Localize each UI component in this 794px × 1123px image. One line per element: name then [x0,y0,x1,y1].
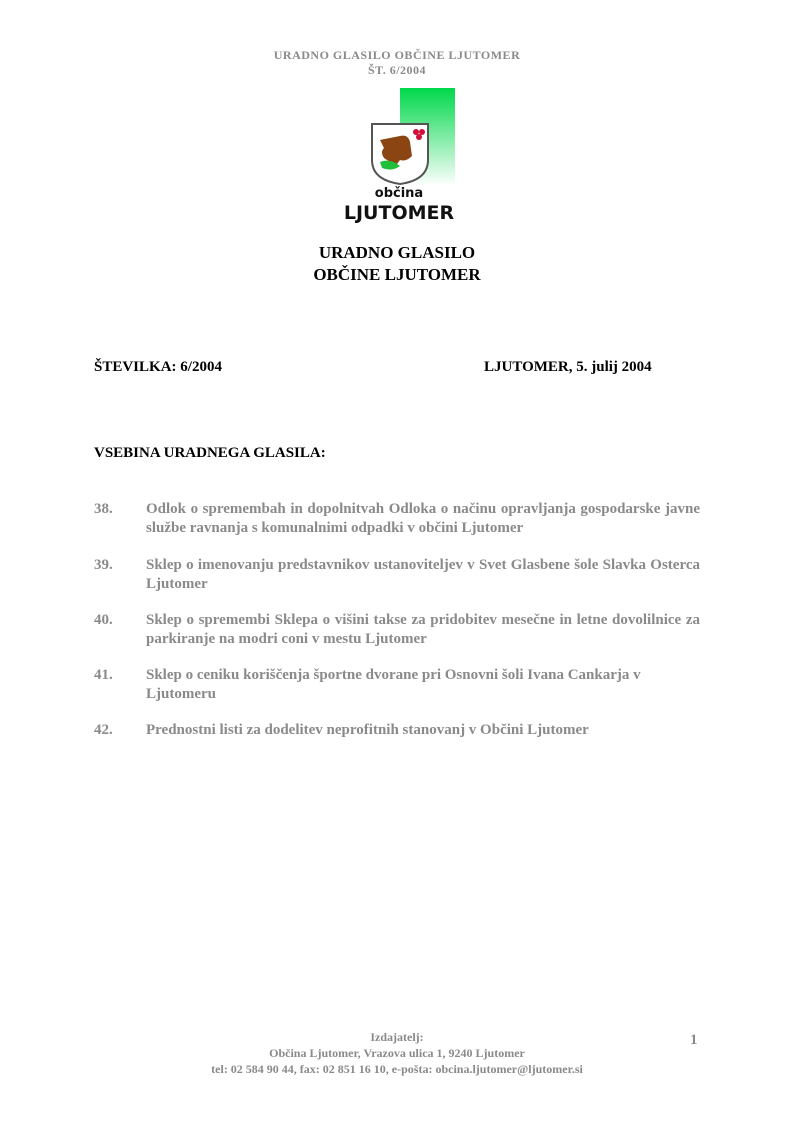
item-text: Odlok o spremembah in dopolnitvah Odloka o načinu opravljanja gospodarske javne službe ravnanja s komunalnimi odpadki v občini Ljutomer [146,501,700,536]
item-number: 42. [94,722,113,738]
contents-item [94,666,700,704]
item-number: 40. [94,612,113,628]
item-text: Sklep o imenovanju predstavnikov ustanoviteljev v Svet Glasbene šole Slavka Osterca Ljutomer [146,557,700,592]
item-text: Prednostni listi za dodelitev neprofitnih stanovanj v Občini Ljutomer [146,722,589,738]
footer-contact: tel: 02 584 90 44, fax: 02 851 16 10, e-pošta: obcina.ljutomer@ljutomer.si [211,1062,583,1076]
document-title-line1: URADNO GLASILO [318,243,476,262]
logo-text-obcina: občina [374,186,424,201]
issue-number: ŠTEVILKA: 6/2004 [94,359,222,375]
document-title-line2: OBČINE LJUTOMER [313,265,481,284]
logo-text-ljutomer: LJUTOMER [343,202,455,224]
running-header-issue: ŠT. 6/2004 [367,63,427,77]
contents-item [94,721,700,740]
item-number: 38. [94,501,113,517]
footer-publisher-label: Izdajatelj: [370,1030,424,1044]
item-text: Sklep o ceniku koriščenja športne dvorane pri Osnovni šoli Ivana Cankarja v Ljutomeru [146,667,641,702]
item-number: 39. [94,557,113,573]
item-number: 41. [94,667,113,683]
page-number: 1 [690,1032,698,1048]
contents-heading: VSEBINA URADNEGA GLASILA: [94,445,326,461]
item-text: Sklep o spremembi Sklepa o višini takse za pridobitev mesečne in letne dovolilnice za parkiranje na modri coni v mestu Ljutomer [146,612,700,647]
coat-of-arms-icon [370,122,430,186]
contents-item [94,556,700,594]
contents-item [94,500,700,538]
contents-item [94,611,700,649]
place-date: LJUTOMER, 5. julij 2004 [484,359,652,375]
running-header-title: URADNO GLASILO OBČINE LJUTOMER [273,48,521,62]
footer-address: Občina Ljutomer, Vrazova ulica 1, 9240 Ljutomer [269,1046,525,1060]
